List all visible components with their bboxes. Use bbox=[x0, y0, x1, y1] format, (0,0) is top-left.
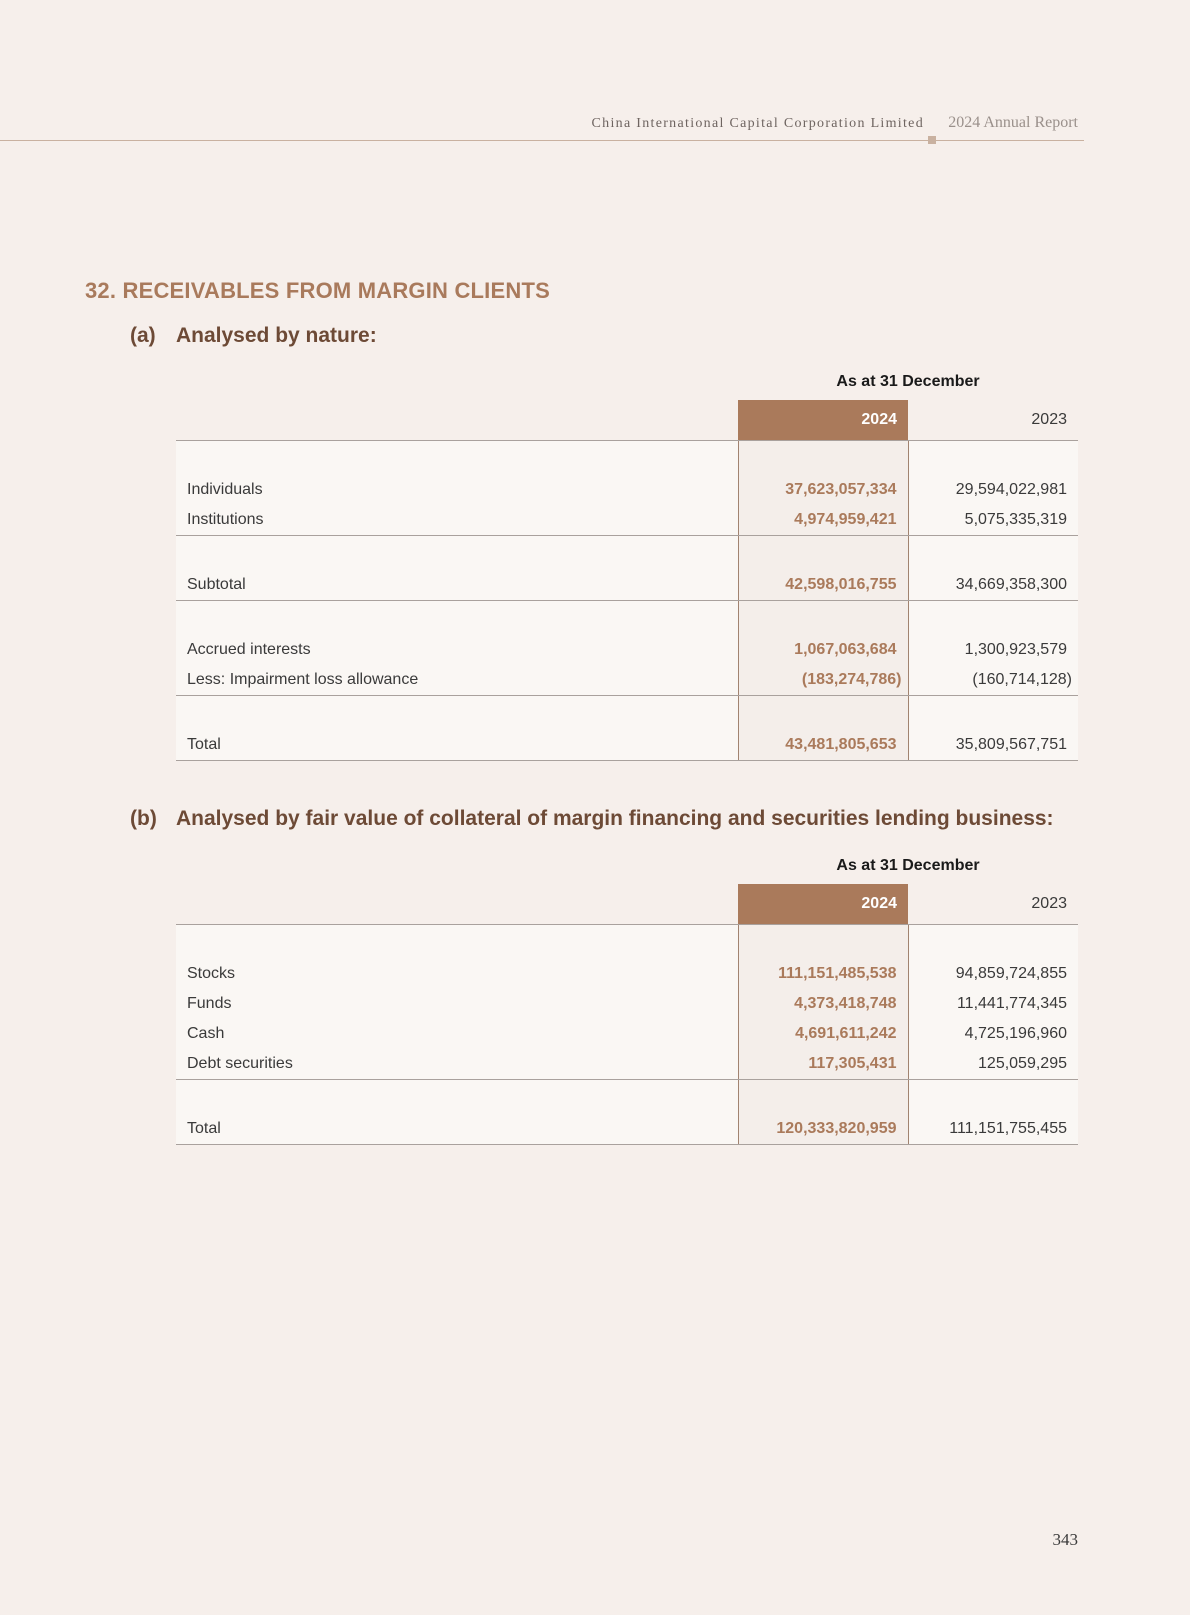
row-value-prior: 35,809,567,751 bbox=[908, 730, 1078, 761]
row-label: Debt securities bbox=[176, 1049, 738, 1080]
subsection-a-title bbox=[130, 324, 377, 348]
group-header: As at 31 December bbox=[836, 857, 980, 874]
total-row bbox=[176, 730, 1078, 761]
group-header-row bbox=[176, 364, 1078, 400]
row-label: Individuals bbox=[176, 475, 738, 505]
row-value-prior: 5,075,335,319 bbox=[908, 505, 1078, 536]
year-prior-header: 2023 bbox=[908, 400, 1078, 441]
row-value-current: 43,481,805,653 bbox=[738, 730, 908, 761]
row-value-prior: (160,714,128) bbox=[908, 665, 1078, 696]
row-value-current: 120,333,820,959 bbox=[738, 1114, 908, 1145]
year-header-row bbox=[176, 400, 1078, 441]
page-number: 343 bbox=[1052, 1530, 1078, 1549]
row-value-current: 117,305,431 bbox=[738, 1049, 908, 1080]
table-row bbox=[176, 475, 1078, 505]
header-company-name: China International Capital Corporation Limited bbox=[591, 116, 924, 131]
row-value-prior: 4,725,196,960 bbox=[908, 1019, 1078, 1049]
row-value-current: 42,598,016,755 bbox=[738, 570, 908, 601]
year-header-row bbox=[176, 884, 1078, 925]
subsection-b-title bbox=[130, 807, 1054, 831]
row-value-prior: 125,059,295 bbox=[908, 1049, 1078, 1080]
row-value-current: 4,691,611,242 bbox=[738, 1019, 908, 1049]
subtotal-row bbox=[176, 570, 1078, 601]
table-row bbox=[176, 505, 1078, 536]
table-row bbox=[176, 1049, 1078, 1080]
group-header-row bbox=[176, 848, 1078, 884]
section-title bbox=[85, 278, 550, 304]
header-separator-square bbox=[928, 136, 936, 144]
row-label: Institutions bbox=[176, 505, 738, 536]
row-value-prior: 34,669,358,300 bbox=[908, 570, 1078, 601]
section-title-text: RECEIVABLES FROM MARGIN CLIENTS bbox=[122, 278, 550, 303]
row-label: Less: Impairment loss allowance bbox=[176, 665, 738, 696]
row-value-current: 111,151,485,538 bbox=[738, 959, 908, 989]
total-row bbox=[176, 1114, 1078, 1145]
table-row bbox=[176, 989, 1078, 1019]
row-value-current: 4,974,959,421 bbox=[738, 505, 908, 536]
year-current-header: 2024 bbox=[738, 400, 908, 441]
nature-table bbox=[176, 364, 1078, 761]
row-label: Funds bbox=[176, 989, 738, 1019]
table-row bbox=[176, 635, 1078, 665]
row-value-prior: 29,594,022,981 bbox=[908, 475, 1078, 505]
row-label: Subtotal bbox=[176, 570, 738, 601]
group-header: As at 31 December bbox=[836, 373, 980, 390]
table-row bbox=[176, 1019, 1078, 1049]
collateral-table bbox=[176, 848, 1078, 1145]
row-value-prior: 1,300,923,579 bbox=[908, 635, 1078, 665]
row-label: Total bbox=[176, 730, 738, 761]
page-header bbox=[0, 108, 1084, 141]
year-prior-header: 2023 bbox=[908, 884, 1078, 925]
row-label: Total bbox=[176, 1114, 738, 1145]
year-current-header: 2024 bbox=[738, 884, 908, 925]
subsection-a-title-text: Analysed by nature: bbox=[176, 324, 377, 347]
row-label: Stocks bbox=[176, 959, 738, 989]
subsection-b-title-text: Analysed by fair value of collateral of margin financing and securities lending business: bbox=[176, 807, 1054, 830]
row-value-current: 37,623,057,334 bbox=[738, 475, 908, 505]
subsection-b-label: (b) bbox=[130, 807, 157, 830]
subsection-a-label: (a) bbox=[130, 324, 156, 347]
section-number: 32. bbox=[85, 278, 117, 303]
row-value-current: (183,274,786) bbox=[738, 665, 908, 696]
row-value-current: 4,373,418,748 bbox=[738, 989, 908, 1019]
header-report-title: 2024 Annual Report bbox=[948, 114, 1078, 131]
row-label: Cash bbox=[176, 1019, 738, 1049]
row-value-prior: 11,441,774,345 bbox=[908, 989, 1078, 1019]
row-value-prior: 94,859,724,855 bbox=[908, 959, 1078, 989]
table-row bbox=[176, 959, 1078, 989]
row-value-current: 1,067,063,684 bbox=[738, 635, 908, 665]
row-label: Accrued interests bbox=[176, 635, 738, 665]
table-row bbox=[176, 665, 1078, 696]
row-value-prior: 111,151,755,455 bbox=[908, 1114, 1078, 1145]
